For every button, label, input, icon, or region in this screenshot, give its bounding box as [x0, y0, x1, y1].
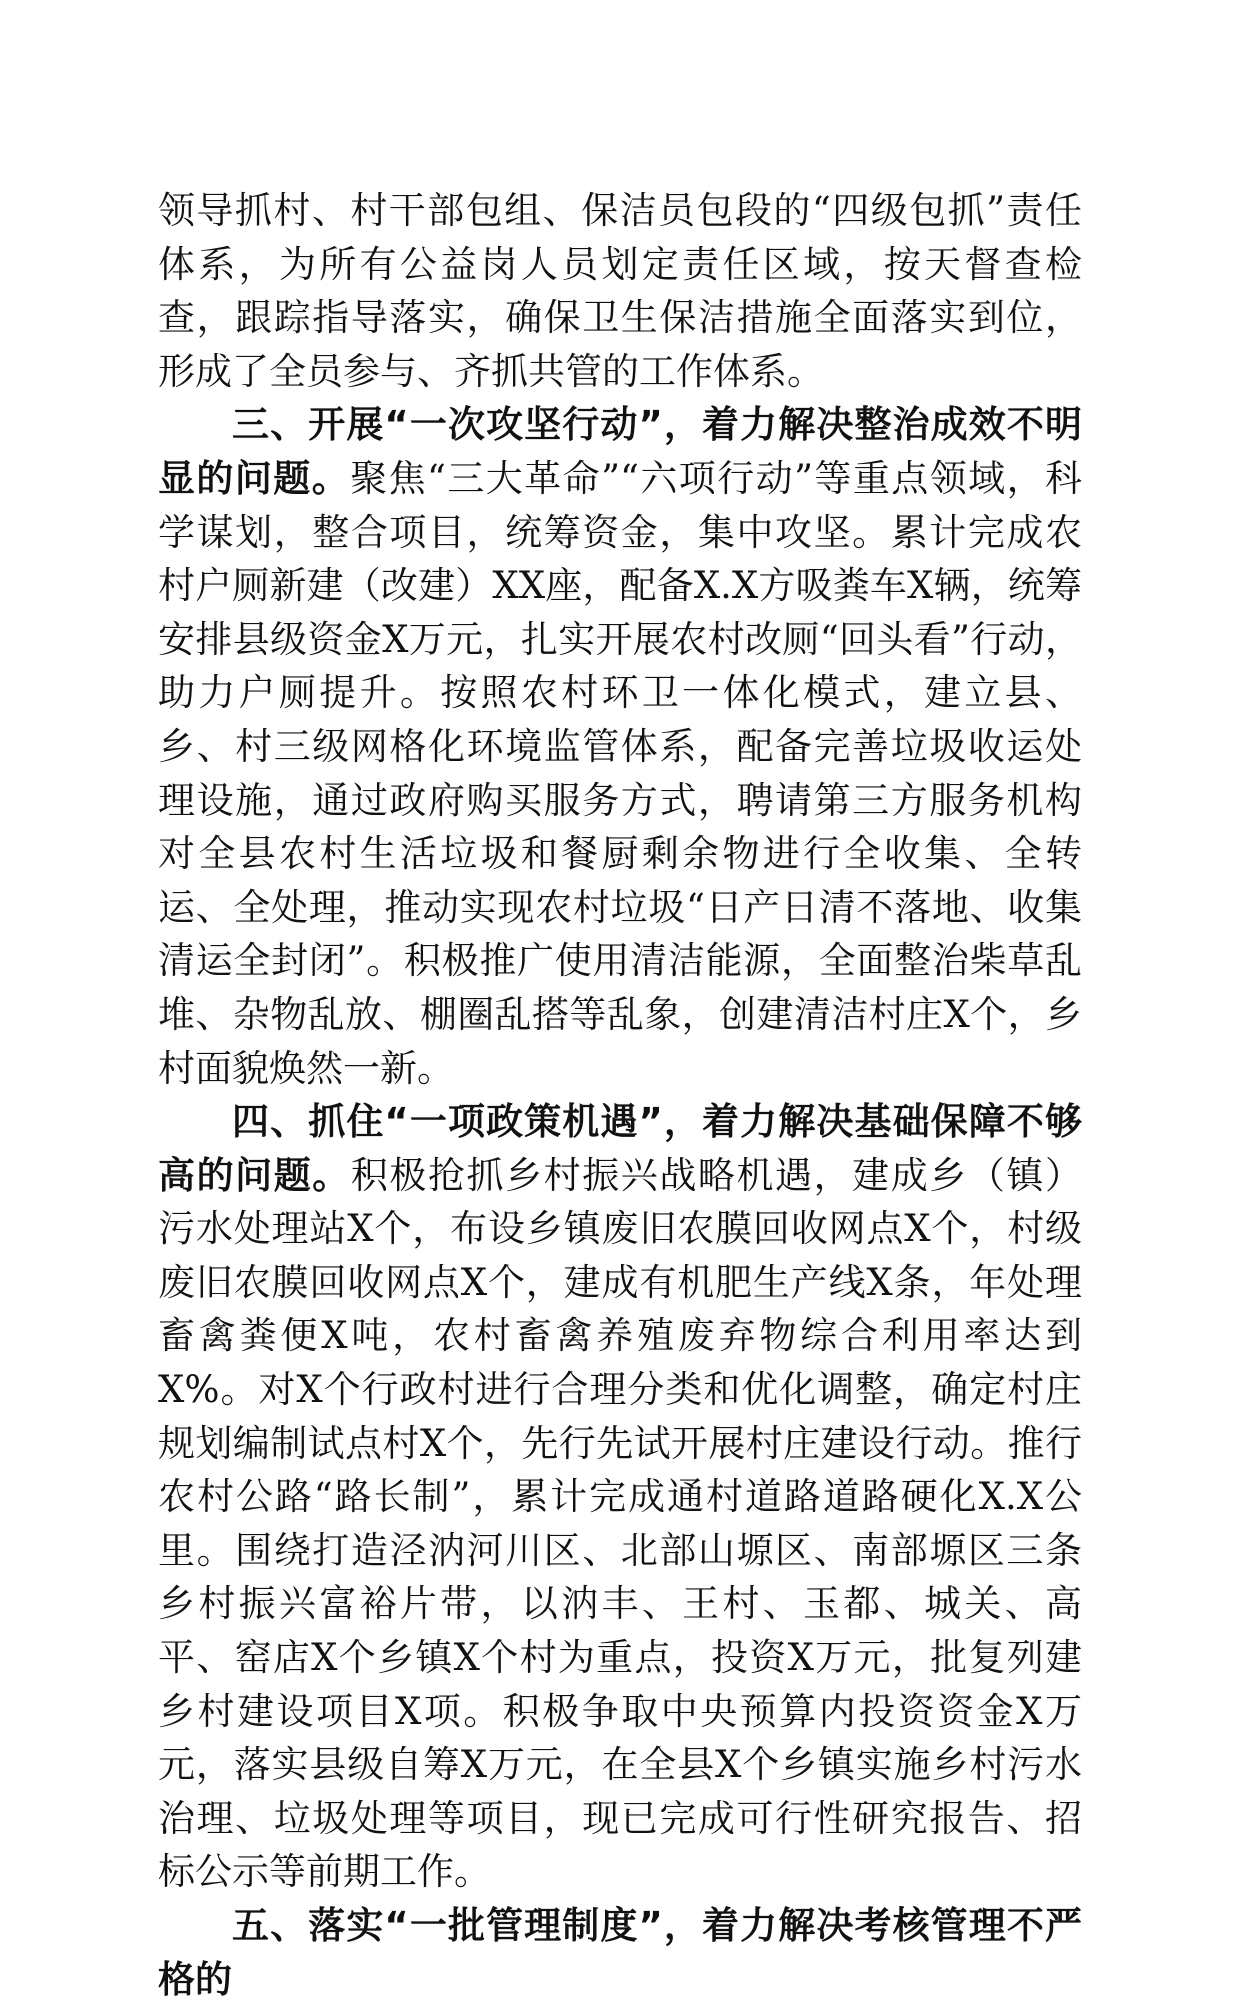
- section-heading: 五、落实“一批管理制度”，着力解决考核管理不严格的: [158, 1904, 1082, 2001]
- document-page: [158, 184, 1082, 2006]
- paragraph-continuation: [158, 184, 1082, 398]
- section-heading: 三、开展“一次攻坚行动”，着力解决整治成效不明显的问题。: [158, 403, 1082, 500]
- paragraph-section-3: [158, 398, 1082, 1095]
- paragraph-body: 积极抢抓乡村振兴战略机遇，建成乡（镇）污水处理站X个，布设乡镇废旧农膜回收网点X个，村级废旧农膜回收网点X个，建成有机肥生产线X条，年处理畜禽粪便X吨，农村畜禽养殖废弃物综合利用率达到X%。对X个行政村进行合理分类和优化调整，确定村庄规划编制试点村X个，先行先试开展村庄建设行动。推行农村公路“路长制”，累计完成通村道路道路硬化X.X公里。围绕打造泾汭河川区、北部山塬区、南部塬区三条乡村振兴富裕片带，以汭丰、王村、玉都、城关、高平、窑店X个乡镇X个村为重点，投资X万元，批复列建乡村建设项目X项。积极争取中央预算内投资资金X万元，落实县级自筹X万元，在全县X个乡镇实施乡村污水治理、垃圾处理等项目，现已完成可行性研究报告、招标公示等前期工作。: [158, 1153, 1083, 1894]
- paragraph-body: 聚焦“三大革命”“六项行动”等重点领域，科学谋划，整合项目，统筹资金，集中攻坚。累计完成农村户厕新建（改建）XX座，配备X.X方吸粪车X辆，统筹安排县级资金X万元，扎实开展农村改厕“回头看”行动，助力户厕提升。按照农村环卫一体化模式，建立县、乡、村三级网格化环境监管体系，配备完善垃圾收运处理设施，通过政府购买服务方式，聘请第三方服务机构对全县农村生活垃圾和餐厨剩余物进行全收集、全转运、全处理，推动实现农村垃圾“日产日清不落地、收集清运全封闭”。积极推广使用清洁能源，全面整治柴草乱堆、杂物乱放、棚圈乱搭等乱象，创建清洁村庄X个，乡村面貌焕然一新。: [158, 456, 1082, 1090]
- paragraph-body: 领导抓村、村干部包组、保洁员包段的“四级包抓”责任体系，为所有公益岗人员划定责任区域，按天督查检查，跟踪指导落实，确保卫生保洁措施全面落实到位，形成了全员参与、齐抓共管的工作体系。: [158, 189, 1082, 393]
- paragraph-section-5: [158, 1899, 1082, 2006]
- section-heading: 四、抓住“一项政策机遇”，着力解决基础保障不够高的问题。: [158, 1100, 1082, 1197]
- paragraph-section-4: [158, 1095, 1082, 1899]
